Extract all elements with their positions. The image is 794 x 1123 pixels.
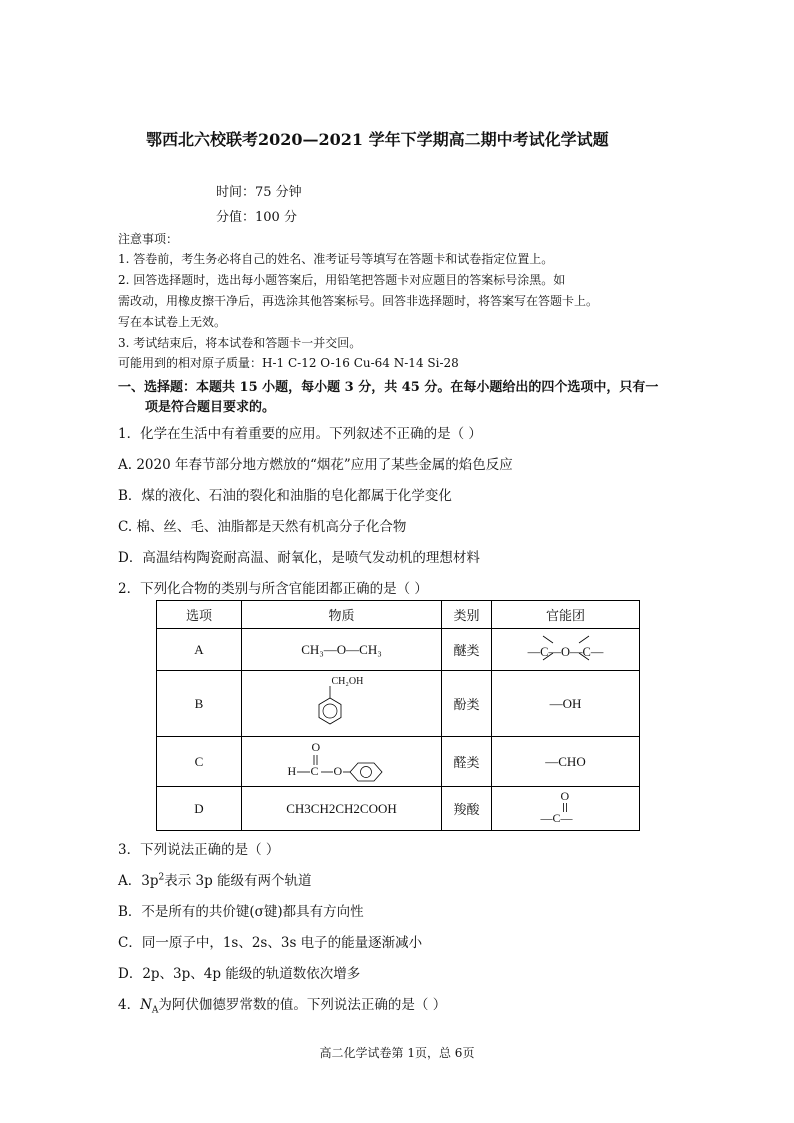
q4-text: 为阿伏伽德罗常数的值。下列说法正确的是（ ） <box>158 997 447 1013</box>
phenyl-formate-structure <box>282 739 402 785</box>
q1-option-a: A. 2020 年春节部分地方燃放的“烟花”应用了某些金属的焰色反应 <box>118 457 513 473</box>
header-group: 官能团 <box>492 601 640 629</box>
carbonyl-chain: —C— <box>540 810 573 825</box>
exam-score: 分值：100 分 <box>216 210 297 225</box>
q3-option-d: D．2p、3p、4p 能级的轨道数依次增多 <box>118 966 361 982</box>
formate-h: H <box>287 763 297 778</box>
q4-na-subscript: A <box>151 1005 159 1016</box>
table-row <box>157 787 640 831</box>
page-title: 鄂西北六校联考2020—2021 学年下学期高二期中考试化学试题 <box>146 130 609 149</box>
q2-stem: 2．下列化合物的类别与所含官能团都正确的是（ ） <box>118 581 428 597</box>
note-2c: 写在本试卷上无效。 <box>118 315 227 329</box>
q4-na: N <box>140 997 152 1013</box>
notes-heading: 注意事项： <box>118 232 179 246</box>
formate-c: C <box>310 763 319 778</box>
q4-number: 4． <box>118 997 141 1013</box>
row-c-category: 醛类 <box>442 737 492 787</box>
q1-stem: 1．化学在生活中有着重要的应用。下列叙述不正确的是（ ） <box>118 426 482 442</box>
formate-ester-o: O <box>333 763 343 778</box>
q3-stem: 3．下列说法正确的是（ ） <box>118 842 280 858</box>
row-a-option: A <box>157 629 242 671</box>
carbonyl-o: O <box>560 788 570 803</box>
section-1-heading: 一、选择题：本题共 15 小题，每小题 3 分，共 45 分。在每小题给出的四个选项中，只有一 <box>118 380 659 395</box>
table-row <box>157 671 640 737</box>
exam-time: 时间：75 分钟 <box>216 185 302 200</box>
row-d-category: 羧酸 <box>442 787 492 831</box>
section-1-heading-cont: 项是符合题目要求的。 <box>145 400 276 415</box>
row-b-option: B <box>157 671 242 737</box>
note-2b: 需改动，用橡皮擦干净后，再选涂其他答案标号。回答非选择题时，将答案写在答题卡上。 <box>118 294 599 308</box>
row-c-substance <box>242 737 442 787</box>
row-d-substance: CH3CH2CH2COOH <box>242 787 442 831</box>
row-a-category: 醚类 <box>442 629 492 671</box>
row-b-substance <box>242 671 442 737</box>
table-row <box>157 629 640 671</box>
benzyl-alcohol-structure <box>302 674 382 734</box>
benzyl-label: CH₂OH <box>331 675 364 687</box>
q4-stem <box>118 993 446 1016</box>
note-3: 3. 考试结束后，将本试卷和答题卡一并交回。 <box>118 336 362 350</box>
q3-option-b: B．不是所有的共价键(σ键)都具有方向性 <box>118 904 364 920</box>
header-substance: 物质 <box>242 601 442 629</box>
row-c-group: —CHO <box>492 737 640 787</box>
note-2a: 2. 回答选择题时，选出每小题答案后，用铅笔把答题卡对应题目的答案标号涂黑。如 <box>118 273 566 287</box>
row-c-option: C <box>157 737 242 787</box>
q2-table <box>156 600 640 831</box>
q3-a-superscript: 2 <box>158 872 165 883</box>
row-b-category: 酚类 <box>442 671 492 737</box>
q3-a-prefix: A．3p <box>118 873 159 889</box>
page-footer: 高二化学试卷第 1页，总 6页 <box>319 1046 475 1060</box>
row-d-option: D <box>157 787 242 831</box>
row-d-group <box>492 787 640 831</box>
atomic-masses: 可能用到的相对原子质量：H-1 C-12 O-16 Cu-64 N-14 Si-28 <box>118 356 459 370</box>
row-b-group: —OH <box>492 671 640 737</box>
header-option: 选项 <box>157 601 242 629</box>
q1-option-b: B．煤的液化、石油的裂化和油脂的皂化都属于化学变化 <box>118 488 452 504</box>
q1-option-c: C. 棉、丝、毛、油脂都是天然有机高分子化合物 <box>118 519 407 535</box>
row-a-group: —C—O—C— <box>492 629 640 671</box>
q3-a-text: 表示 3p 能级有两个轨道 <box>164 873 312 889</box>
header-category: 类别 <box>442 601 492 629</box>
q1-option-d: D．高温结构陶瓷耐高温、耐氧化，是喷气发动机的理想材料 <box>118 550 480 566</box>
q3-option-c: C．同一原子中，1s、2s、3s 电子的能量逐渐减小 <box>118 935 423 951</box>
formate-carbonyl-o: O <box>311 739 321 754</box>
note-1: 1. 答卷前，考生务必将自己的姓名、准考证号等填写在答题卡和试卷指定位置上。 <box>118 252 554 266</box>
row-a-substance: CH₃—O—CH₃ <box>242 629 442 671</box>
table-row <box>157 737 640 787</box>
q3-option-a <box>118 869 312 889</box>
